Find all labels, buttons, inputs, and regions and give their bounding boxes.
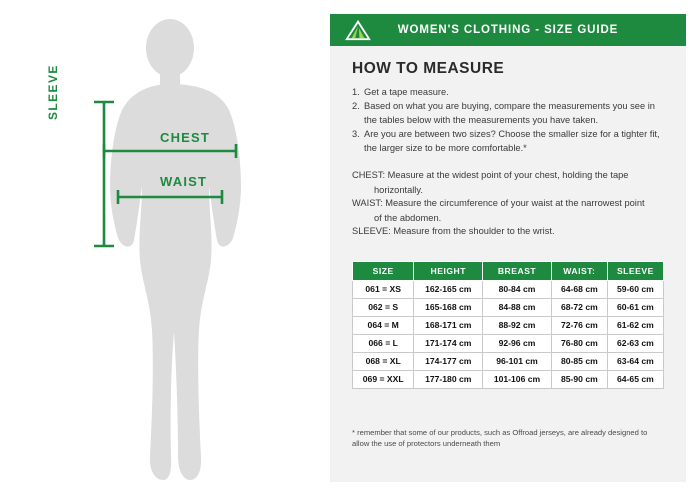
cell-sleeve: 61-62 cm xyxy=(607,316,663,334)
list-item xyxy=(352,86,664,99)
cell-breast: 84-88 cm xyxy=(483,298,552,316)
triangle-logo-icon xyxy=(344,18,372,42)
cell-sleeve: 63-64 cm xyxy=(607,352,663,370)
list-item xyxy=(352,128,664,155)
figure-illustration-panel xyxy=(0,0,330,495)
step-number: 2. xyxy=(352,101,360,112)
cell-sleeve: 60-61 cm xyxy=(607,298,663,316)
sleeve-definition: SLEEVE: Measure from the shoulder to the wrist. xyxy=(352,226,555,237)
chest-definition-cont: horizontally. xyxy=(374,184,423,195)
cell-height: 168-171 cm xyxy=(414,316,483,334)
measure-steps-list xyxy=(352,86,664,155)
table-row xyxy=(353,280,664,298)
cell-height: 162-165 cm xyxy=(414,280,483,298)
column-header-breast: BREAST xyxy=(483,261,552,280)
step-text: Get a tape measure. xyxy=(364,87,449,97)
column-header-sleeve: SLEEVE xyxy=(607,261,663,280)
chest-definition: CHEST: Measure at the widest point of your chest, holding the tape xyxy=(352,170,629,181)
step-number: 1. xyxy=(352,87,360,97)
cell-breast: 80-84 cm xyxy=(483,280,552,298)
cell-size: 069 = XXL xyxy=(353,370,414,388)
waist-definition-cont: of the abdomen. xyxy=(374,212,442,223)
cell-size: 068 = XL xyxy=(353,352,414,370)
size-table xyxy=(352,261,664,389)
cell-size: 064 = M xyxy=(353,316,414,334)
cell-waist: 72-76 cm xyxy=(551,316,607,334)
cell-breast: 88-92 cm xyxy=(483,316,552,334)
card-title: WOMEN'S CLOTHING - SIZE GUIDE xyxy=(397,24,619,36)
cell-breast: 101-106 cm xyxy=(483,370,552,388)
cell-waist: 68-72 cm xyxy=(551,298,607,316)
measurement-definitions xyxy=(352,169,664,238)
cell-sleeve: 59-60 cm xyxy=(607,280,663,298)
cell-waist: 85-90 cm xyxy=(551,370,607,388)
table-row xyxy=(353,352,664,370)
cell-height: 174-177 cm xyxy=(414,352,483,370)
cell-height: 171-174 cm xyxy=(414,334,483,352)
sleeve-label: SLEEVE xyxy=(46,64,60,120)
step-text: Based on what you are buying, compare the measurements you see in the tables below with the measurements you have taken. xyxy=(364,101,655,125)
chest-label: CHEST xyxy=(160,130,211,145)
cell-waist: 76-80 cm xyxy=(551,334,607,352)
waist-label: WAIST xyxy=(160,174,208,189)
list-item xyxy=(352,100,664,127)
cell-breast: 96-101 cm xyxy=(483,352,552,370)
table-row xyxy=(353,370,664,388)
cell-waist: 64-68 cm xyxy=(551,280,607,298)
cell-height: 177-180 cm xyxy=(414,370,483,388)
step-number: 3. xyxy=(352,129,360,140)
table-header-row xyxy=(353,261,664,280)
cell-size: 061 = XS xyxy=(353,280,414,298)
cell-sleeve: 62-63 cm xyxy=(607,334,663,352)
column-header-waist: WAIST: xyxy=(551,261,607,280)
waist-definition: WAIST: Measure the circumference of your waist at the narrowest point xyxy=(352,198,645,209)
sleeve-measure-line xyxy=(88,96,128,276)
footnote-text: * remember that some of our products, such as Offroad jerseys, are already designed to allow the use of protectors underneath them xyxy=(352,427,648,449)
table-row xyxy=(353,334,664,352)
section-title: HOW TO MEASURE xyxy=(352,60,505,77)
card-body xyxy=(330,46,686,450)
card-header xyxy=(330,14,686,46)
column-header-height: HEIGHT xyxy=(414,261,483,280)
step-text: Are you are between two sizes? Choose the smaller size for a tighter fit, the larger size to be more comfortable.* xyxy=(364,129,660,153)
cell-height: 165-168 cm xyxy=(414,298,483,316)
size-guide-card xyxy=(330,14,686,482)
cell-size: 062 = S xyxy=(353,298,414,316)
cell-size: 066 = L xyxy=(353,334,414,352)
table-row xyxy=(353,298,664,316)
cell-breast: 92-96 cm xyxy=(483,334,552,352)
table-row xyxy=(353,316,664,334)
cell-waist: 80-85 cm xyxy=(551,352,607,370)
column-header-size: SIZE xyxy=(353,261,414,280)
cell-sleeve: 64-65 cm xyxy=(607,370,663,388)
